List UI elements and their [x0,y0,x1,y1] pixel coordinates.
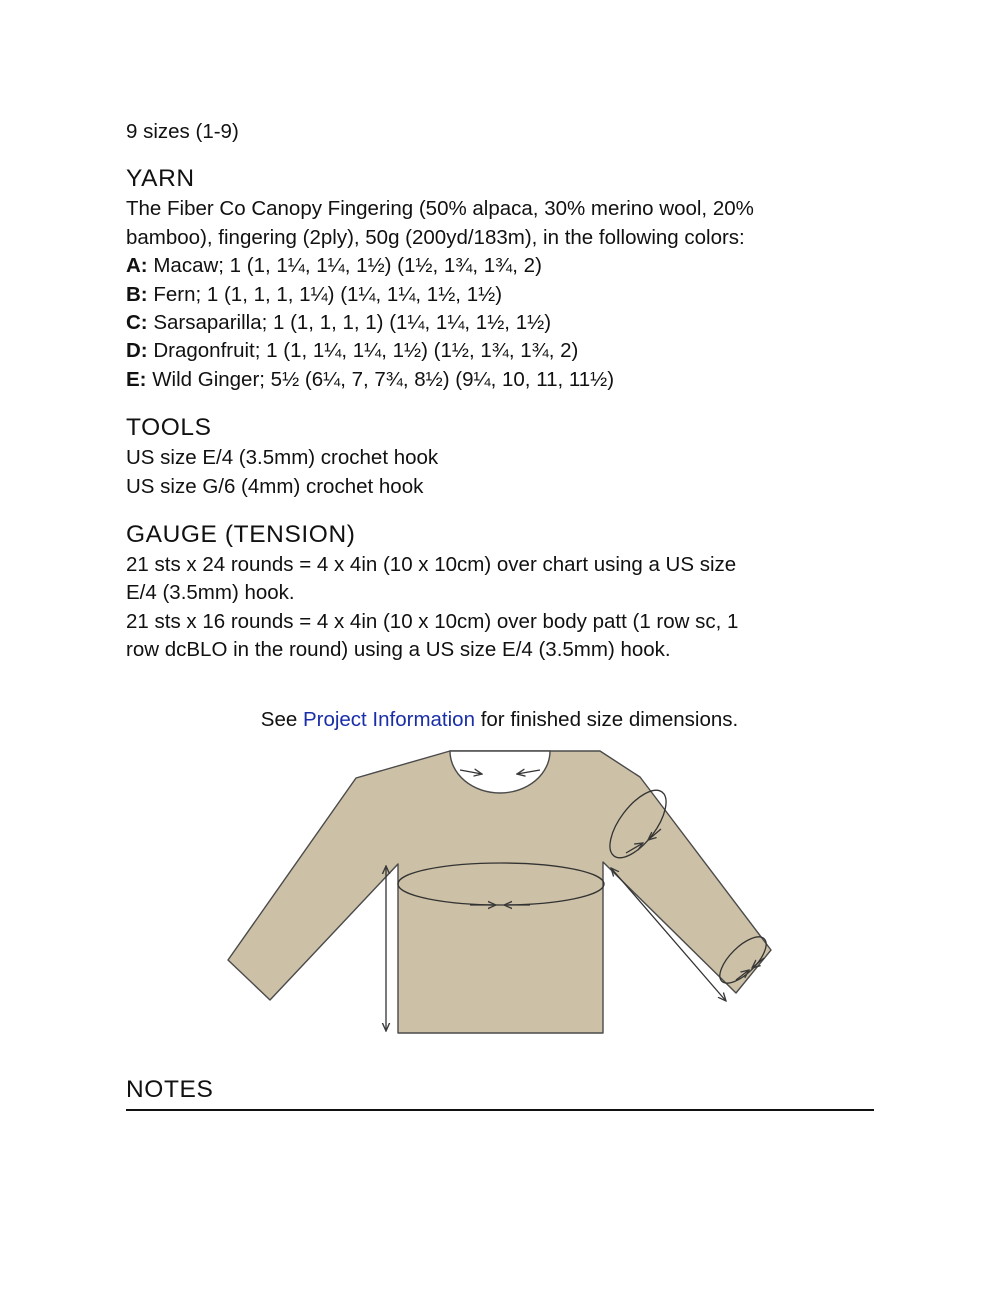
color-text: Wild Ginger; 5½ (6¼, 7, 7¾, 8½) (9¼, 10, 11, 11½) [152,367,615,391]
notes-divider [126,1109,874,1111]
tool-item: US size E/4 (3.5mm) crochet hook [126,446,439,470]
yarn-description-line-1: The Fiber Co Canopy Fingering (50% alpaca, 30% merino wool, 20% [126,197,754,221]
yarn-color-e [126,366,874,394]
yarn-color-d [126,337,874,365]
gauge-line: E/4 (3.5mm) hook. [126,581,295,605]
yarn-description-line-2: bamboo), fingering (2ply), 50g (200yd/183m), in the following colors: [126,225,745,249]
yarn-heading: YARN [126,165,195,193]
yarn-color-c [126,309,874,337]
caption-suffix: for finished size dimensions. [475,708,739,731]
size-dimensions-caption [0,706,999,734]
gauge-line: 21 sts x 16 rounds = 4 x 4in (10 x 10cm) over body patt (1 row sc, 1 [126,609,739,633]
yarn-color-a [126,252,874,280]
color-label: B: [126,282,148,306]
gauge-line: 21 sts x 24 rounds = 4 x 4in (10 x 10cm) over chart using a US size [126,553,737,577]
color-text: Dragonfruit; 1 (1, 1¼, 1¼, 1½) (1½, 1¾, 1¾, 2) [153,339,579,363]
color-label: E: [126,367,147,391]
color-label: A: [126,254,148,278]
color-text: Sarsaparilla; 1 (1, 1, 1, 1) (1¼, 1¼, 1½, 1½) [153,311,552,335]
color-label: D: [126,339,148,363]
gauge-heading: GAUGE (TENSION) [126,521,356,549]
caption-prefix: See [260,708,303,731]
sizes-line: 9 sizes (1-9) [126,120,239,143]
gauge-line: row dcBLO in the round) using a US size E/4 (3.5mm) hook. [126,638,671,662]
pattern-info [126,118,874,665]
notes-heading: NOTES [126,1076,214,1103]
notes-section [126,1075,874,1105]
yarn-color-b [126,281,874,309]
tool-item: US size G/6 (4mm) crochet hook [126,474,424,498]
sweater-schematic [219,748,779,1048]
project-information-link[interactable]: Project Information [302,708,475,731]
color-label: C: [126,311,148,335]
color-text: Fern; 1 (1, 1, 1, 1¼) (1¼, 1¼, 1½, 1½) [153,282,503,306]
tools-heading: TOOLS [126,414,212,442]
color-text: Macaw; 1 (1, 1¼, 1¼, 1½) (1½, 1¾, 1¾, 2) [153,254,542,278]
